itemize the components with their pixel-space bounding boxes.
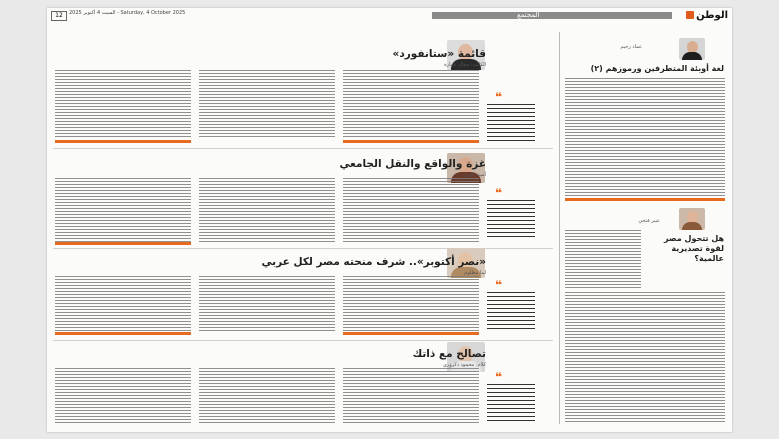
sidebar-title: لغة أوبئة المتطرفين ورموزهم (٢) [590, 64, 724, 73]
masthead [47, 8, 732, 24]
section-divider [53, 340, 553, 341]
text-column [343, 368, 479, 424]
article-author: لينا مظلوم [464, 270, 486, 276]
text-column [199, 70, 335, 138]
author-photo [679, 208, 705, 230]
accent-rule [343, 332, 479, 335]
text-column [565, 78, 725, 196]
text-column [55, 178, 191, 242]
author-photo [679, 38, 705, 60]
article-title: تصالح مع ذاتك [412, 348, 486, 360]
logo-icon [686, 11, 694, 19]
text-column [199, 276, 335, 332]
pull-quote [487, 104, 535, 144]
newspaper-logo: الوطن [696, 10, 728, 21]
accent-rule [565, 198, 725, 201]
sidebar-title: هل تتحول مصر لقوة تصديرية عالمية؟ [663, 234, 724, 263]
newspaper-page [47, 8, 732, 432]
article-author: أمينة خيري [463, 172, 486, 178]
section-bar [432, 12, 672, 19]
article-title: قائمة «ستانفورد» [392, 48, 486, 60]
section-divider [53, 148, 553, 149]
accent-rule [55, 242, 191, 245]
text-column [343, 70, 479, 138]
sidebar-author: عبير فتحي [638, 218, 660, 224]
text-column [199, 178, 335, 242]
accent-rule [55, 332, 191, 335]
pull-quote [487, 292, 535, 332]
text-column [55, 276, 191, 332]
quote-icon: ❝ [495, 186, 503, 200]
text-column [199, 368, 335, 424]
column-divider [559, 32, 560, 424]
article-title: غزة والواقع والنقل الجامعي [339, 158, 486, 170]
pull-quote [487, 384, 535, 424]
section-label: المجتمع [517, 11, 540, 19]
page-number: 12 [51, 11, 67, 21]
text-column [565, 292, 725, 422]
quote-icon: ❝ [495, 370, 503, 384]
sidebar-author: عماد رحيم [620, 44, 642, 50]
article-title: «نصر أكتوبر».. شرف منحته مصر لكل عربي [261, 256, 486, 268]
text-column [343, 178, 479, 242]
text-column [343, 276, 479, 332]
date-line: السبت 4 أكتوبر 2025 - Saturday, 4 October 2025 [69, 10, 186, 16]
text-column [55, 70, 191, 138]
quote-icon: ❝ [495, 278, 503, 292]
accent-rule [343, 140, 479, 143]
pull-quote [487, 200, 535, 238]
text-column [565, 230, 641, 290]
article-author: الكاتب: جمال عمارة [444, 62, 486, 68]
text-column [55, 368, 191, 424]
accent-rule [55, 140, 191, 143]
quote-icon: ❝ [495, 90, 503, 104]
article-author: كلام: محمود دكروري [442, 362, 486, 368]
